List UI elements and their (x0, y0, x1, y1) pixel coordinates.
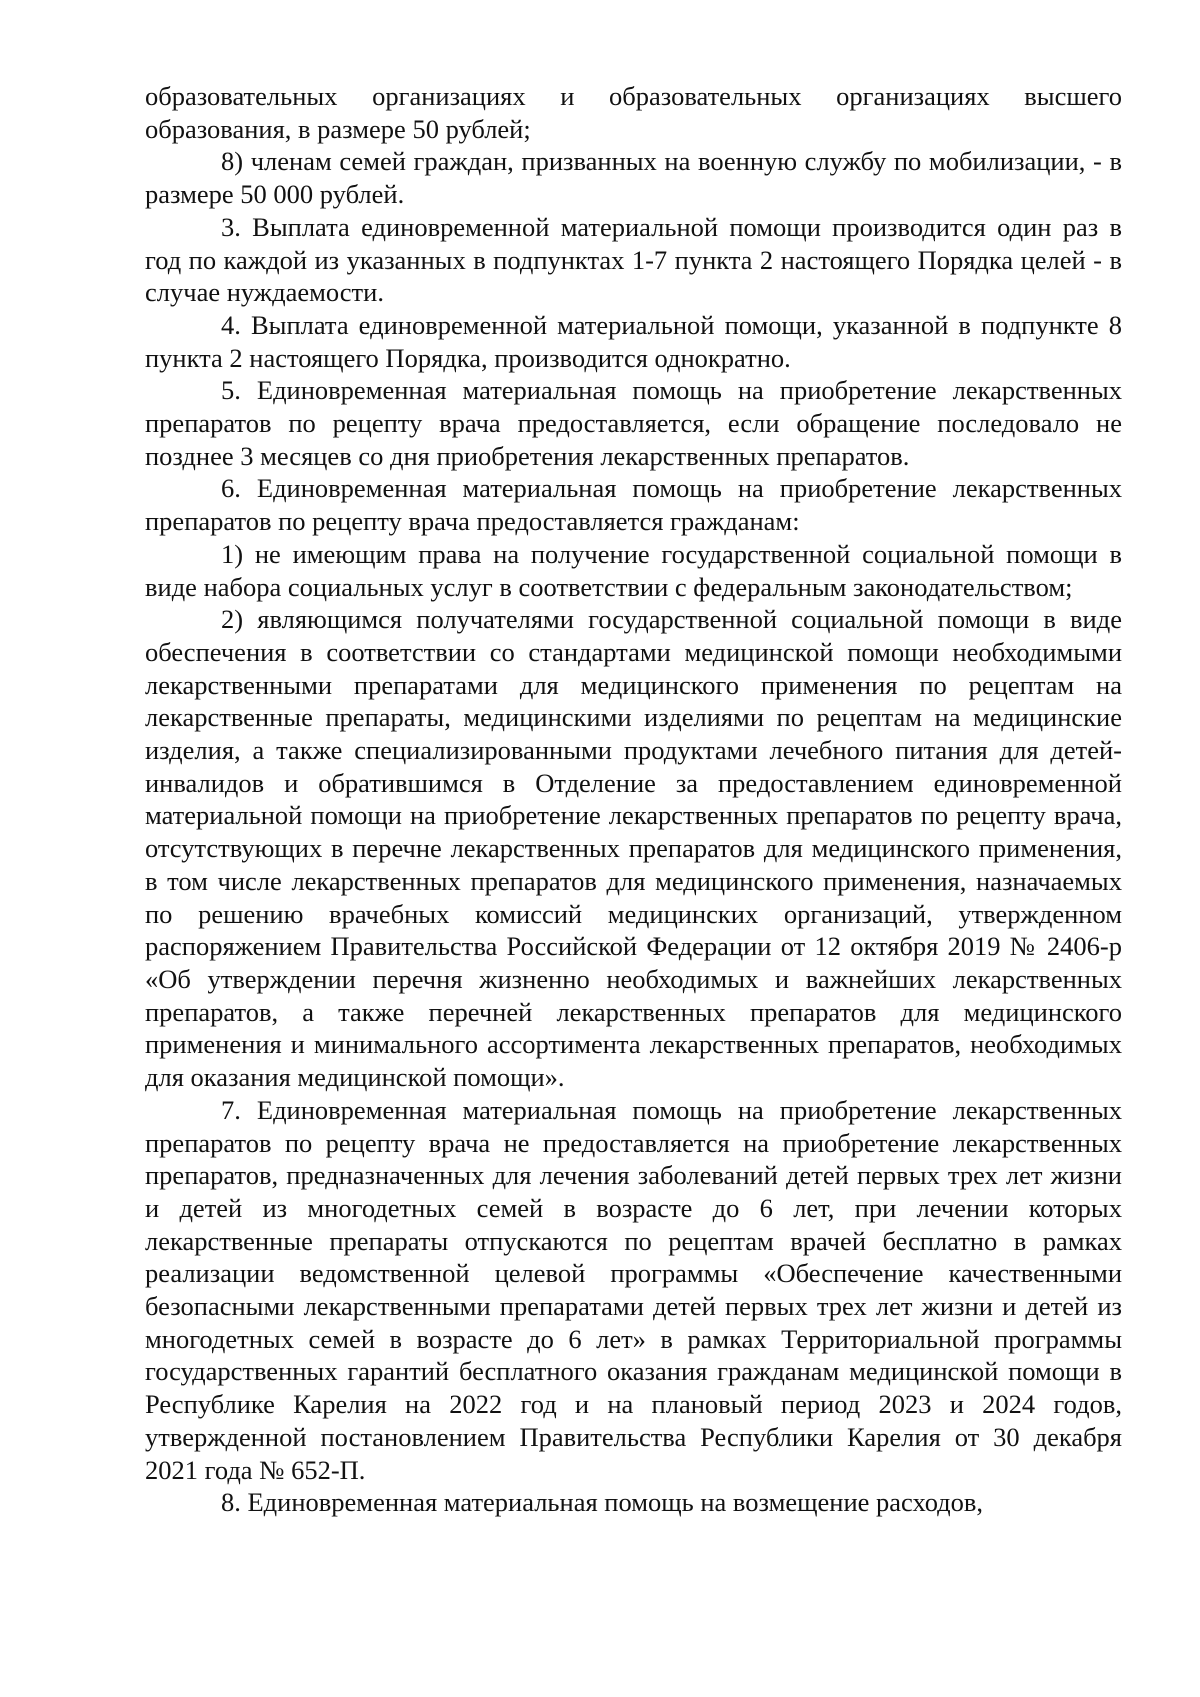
paragraph-6: 6. Единовременная материальная помощь на приобретение лекарственных препаратов по рецепту врача предоставляется гражданам: (145, 473, 1122, 537)
paragraph-6-item-1: 1) не имеющим права на получение государственной социальной помощи в виде набора социальных услуг в соответствии с федеральным законодательством; (145, 538, 1122, 602)
paragraph-item-8: 8) членам семей граждан, призванных на военную службу по мобилизации, - в размере 50 000 рублей. (145, 146, 1122, 210)
paragraph-3: 3. Выплата единовременной материальной помощи производится один раз в год по каждой из указанных в подпунктах 1-7 пункта 2 настоящего Порядка целей - в случае нуждаемости. (145, 211, 1122, 308)
paragraph-continuation: образовательных организациях и образовательных организациях высшего образования, в размере 50 рублей; (145, 81, 1122, 144)
paragraph-5: 5. Единовременная материальная помощь на приобретение лекарственных препаратов по рецепту врача предоставляется, если обращение последовало не позднее 3 месяцев со дня приобретения лекарственных препаратов. (145, 375, 1122, 471)
paragraph-8: 8. Единовременная материальная помощь на возмещение расходов, (221, 1487, 984, 1518)
paragraph-4: 4. Выплата единовременной материальной помощи, указанной в подпункте 8 пункта 2 настоящего Порядка, производится однократно. (145, 309, 1122, 373)
paragraph-6-item-2: 2) являющимся получателями государственной социальной помощи в виде обеспечения в соответствии со стандартами медицинской помощи необходимыми лекарственными препаратами для медицинского применения по рецептам на лекарственные препараты, медицинскими изделиями по рецептам на медицинские изделия, а также специализированными продуктами лечебного питания для детей-инвалидов и обратившимся в Отделение за предоставлением единовременной материальной помощи на приобретение лекарственных препаратов по рецепту врача, отсутствующих в перечне лекарственных препаратов для медицинского применения, в том числе лекарственных препаратов для медицинского применения, назначаемых по решению врачебных комиссий медицинских организаций, утвержденном распоряжением Правительства Российской Федерации от 12 октября 2019 № 2406-р «Об утверждении перечня жизненно необходимых и важнейших лекарственных препаратов, а также перечней лекарственных препаратов для медицинского применения и минимального ассортимента лекарственных препаратов, необходимых для оказания медицинской помощи». (145, 604, 1122, 1093)
paragraph-7: 7. Единовременная материальная помощь на приобретение лекарственных препаратов по рецепту врача не предоставляется на приобретение лекарственных препаратов, предназначенных для лечения заболеваний детей первых трех лет жизни и детей из многодетных семей в возрасте до 6 лет, при лечении которых лекарственные препараты отпускаются по рецептам врачей бесплатно в рамках реализации ведомственной целевой программы «Обеспечение качественными безопасными лекарственными препаратами детей первых трех лет жизни и детей из многодетных семей в возрасте до 6 лет» в рамках Территориальной программы государственных гарантий бесплатного оказания гражданам медицинской помощи в Республике Карелия на 2022 год и на плановый период 2023 и 2024 годов, утвержденной постановлением Правительства Республики Карелия от 30 декабря 2021 года № 652-П. (145, 1094, 1122, 1485)
document-body (145, 80, 1122, 1519)
